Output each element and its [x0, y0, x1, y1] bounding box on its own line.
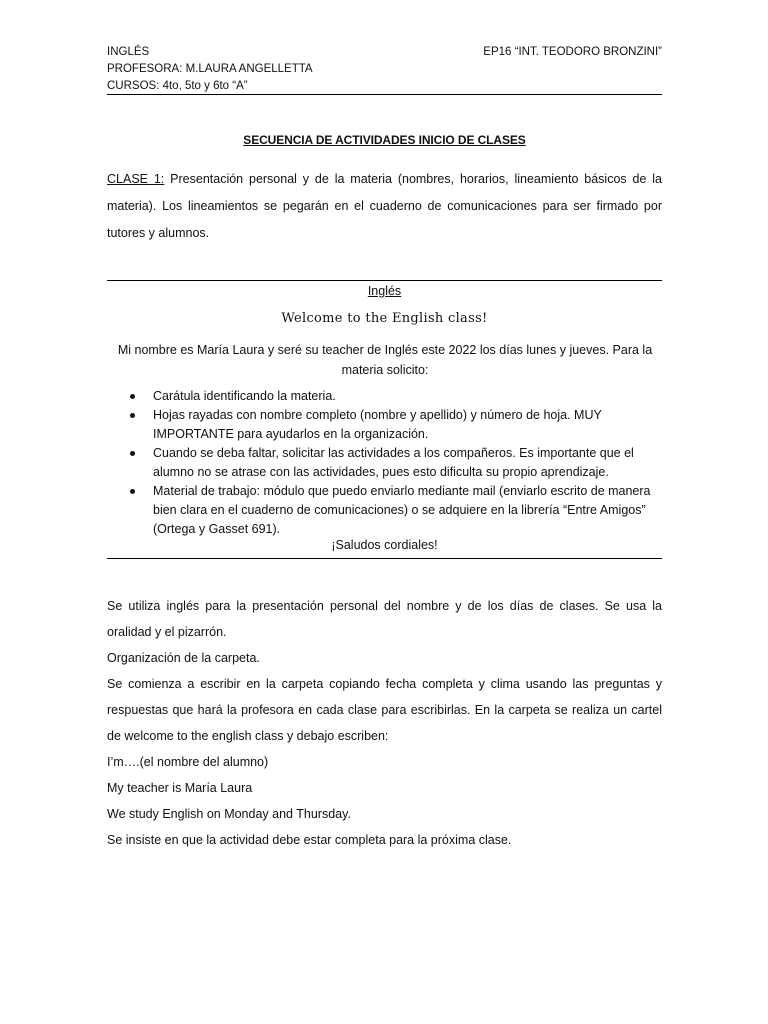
- body-paragraph-1: Se utiliza inglés para la presentación personal del nombre y de los días de clases. Se usa la oralidad y el pizarrón.: [107, 599, 662, 639]
- body-paragraph-4: I’m….(el nombre del alumno): [107, 755, 269, 769]
- closing-greeting: ¡Saludos cordiales!: [331, 538, 438, 552]
- bullet-icon: [130, 489, 135, 494]
- box-heading: Inglés: [367, 284, 402, 298]
- page-header: [107, 44, 662, 95]
- list-item-text: Carátula identificando la materia.: [153, 389, 336, 403]
- clase-1-text: Presentación personal y de la materia (nombres, horarios, lineamiento básicos de la materia). Los lineamientos se pegarán en el cuaderno de comunicaciones para ser firmado por tutores y alumnos.: [107, 172, 663, 240]
- header-teacher: PROFESORA: M.LAURA ANGELLETTA: [107, 63, 313, 75]
- welcome-line: Welcome to the English class!: [281, 311, 488, 326]
- list-item: [128, 387, 663, 406]
- header-courses: CURSOS: 4to, 5to y 6to “A”: [107, 80, 248, 92]
- clase-1-label: CLASE 1:: [107, 172, 165, 186]
- box-top-rule: [107, 280, 662, 281]
- header-divider: [107, 94, 662, 95]
- header-school: EP16 “INT. TEODORO BRONZINI”: [483, 46, 662, 58]
- bullet-icon: [130, 413, 135, 418]
- header-subject: INGLÉS: [107, 46, 150, 58]
- box-bottom-rule: [107, 558, 662, 559]
- list-item-text: Material de trabajo: módulo que puedo enviarlo mediante mail (enviarlo escrito de manera bien clara en el cuaderno de comunicaciones) o se adquiere en la librería “Entre Amigos” (Ortega y Gasset 691).: [153, 484, 651, 536]
- body-paragraph-5: My teacher is María Laura: [107, 781, 253, 795]
- body-paragraph-6: We study English on Monday and Thursday.: [107, 807, 351, 821]
- body-paragraph-2: Organización de la carpeta.: [107, 651, 260, 665]
- body-paragraph-7: Se insiste en que la actividad debe estar completa para la próxima clase.: [107, 833, 512, 847]
- header-row-1: [107, 44, 662, 61]
- list-item-text: Cuando se deba faltar, solicitar las actividades a los compañeros. Es importante que el alumno no se atrase con las actividades, pues esto dificulta su propio aprendizaje.: [153, 446, 634, 479]
- clase-1-paragraph: [107, 166, 662, 247]
- document-title: SECUENCIA DE ACTIVIDADES INICIO DE CLASES: [243, 133, 526, 147]
- bullet-icon: [130, 451, 135, 456]
- list-item: [128, 482, 663, 539]
- list-item: [128, 444, 663, 482]
- box-intro: Mi nombre es María Laura y seré su teacher de Inglés este 2022 los días lunes y jueves. Para la materia solicito:: [117, 343, 653, 377]
- list-item: [128, 406, 663, 444]
- requirements-list: [128, 387, 663, 539]
- bullet-icon: [130, 394, 135, 399]
- list-item-text: Hojas rayadas con nombre completo (nombre y apellido) y número de hoja. MUY IMPORTANTE para ayudarlos en la organización.: [153, 408, 602, 441]
- body-paragraph-3: Se comienza a escribir en la carpeta copiando fecha completa y clima usando las preguntas y respuestas que hará la profesora en cada clase para escribirlas. En la carpeta se realiza un cartel de welcome to the english class y debajo escriben:: [107, 677, 662, 743]
